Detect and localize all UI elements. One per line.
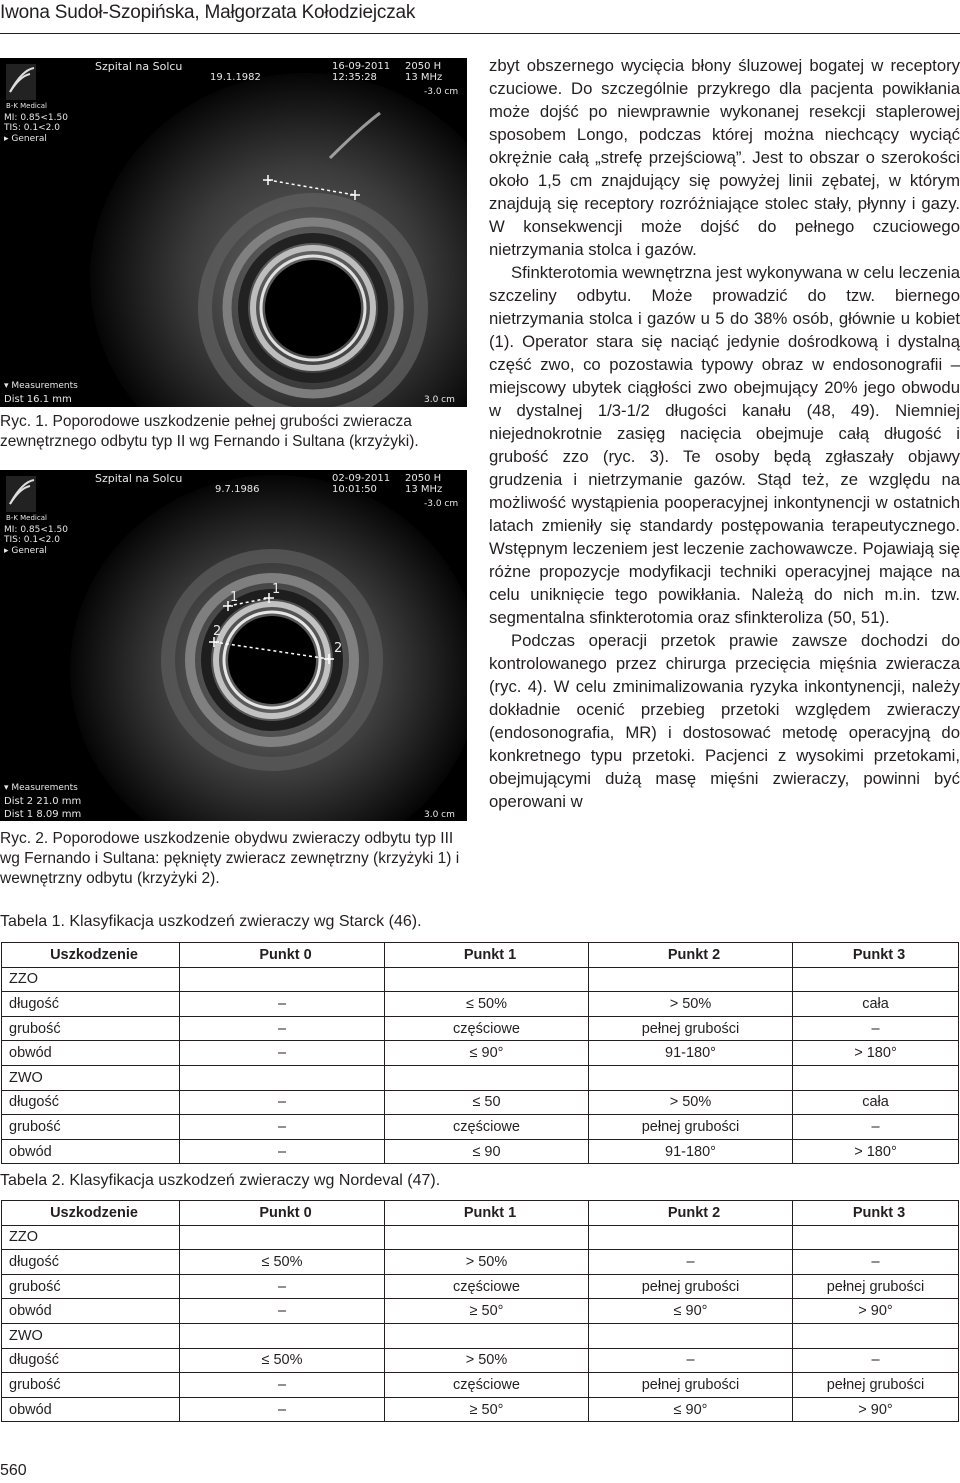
table-cell: pełnej grubości (589, 1115, 793, 1140)
probe-frequency: 13 MHz (405, 484, 443, 495)
row-label-cell: grubość (2, 1373, 180, 1398)
table-cell (793, 1225, 959, 1250)
probe-model: 2050 H (405, 473, 442, 484)
page-number: 560 (0, 1462, 27, 1479)
table-cell (385, 1065, 589, 1090)
paragraph: zbyt obszernego wycięcia błony śluzowej bogatej w receptory czuciowe. Do szczególnie przykrego dla pacjenta powikłania może dojść po niewprawnie wykonanej resekcji staplerowej sposobem Longo, podczas której można niechcący wyciąć okrężnie całą „strefę przejściową”. Jest to obszar o szerokości około 1,5 cm znajdujący się powyżej linii zębatej, w którym znajdują się receptory rozróżniające stolec stały, płynny i gazy. W konsekwencji może dojść do pełnego czuciowego nietrzymania stolca i gazów. (489, 56, 960, 259)
column-header: Punkt 2 (589, 943, 793, 968)
table-cell: – (589, 1250, 793, 1275)
paragraph: Podczas operacji przetok prawie zawsze dochodzi do kontrolowanego przez chirurga przecięcia mięśnia zwieracza (ryc. 4). W celu zminimalizowania ryzyka inkontynencji, należy dokładnie ocenić przebieg przetoki względem zwieraczy (endosonografia, MR) i dostosować metodę operacyjną do konkretnego typu przetoki. Pacjenci z wysokimi przetokami, obejmującymi dużą masę mięśni zwieraczy, powinni być operowani w (489, 631, 960, 811)
table-cell: pełnej grubości (589, 1373, 793, 1398)
column-header: Uszkodzenie (2, 943, 180, 968)
marker-2-label: 2 (334, 641, 343, 656)
table-cell: pełnej grubości (589, 1274, 793, 1299)
table-cell: > 180° (793, 1139, 959, 1164)
tis-index: TIS: 0.1<2.0 (4, 123, 60, 133)
table-row (2, 1090, 959, 1115)
hospital-label: Szpital na Solcu (95, 60, 183, 73)
table-cell (385, 1225, 589, 1250)
table-cell: – (180, 1373, 385, 1398)
table-cell: ≤ 50% (180, 1250, 385, 1275)
measurements-title: ▾ Measurements (4, 381, 78, 391)
table-cell: częściowe (385, 1373, 589, 1398)
measurement-dist-2: Dist 2 21.0 mm (4, 796, 82, 807)
column-header: Punkt 3 (793, 943, 959, 968)
table-cell: – (180, 1299, 385, 1324)
table-cell: – (589, 1348, 793, 1373)
table-cell: pełnej grubości (589, 1016, 793, 1041)
table-cell: ≤ 50% (385, 992, 589, 1017)
table-cell: > 180° (793, 1041, 959, 1066)
table-row (2, 1115, 959, 1140)
table-header-row (2, 1201, 959, 1226)
exam-date: 16-09-2011 (332, 61, 391, 72)
table-cell: > 90° (793, 1299, 959, 1324)
table-cell (589, 967, 793, 992)
figure-2-caption: Ryc. 2. Poporodowe uszkodzenie obydwu zwieraczy odbytu typ III wg Fernando i Sultana: pęknięty zwieracz zewnętrzny (krzyżyki 1) i wewnętrzny odbytu (krzyżyki 2). (0, 830, 460, 887)
exam-time: 12:35:28 (332, 72, 377, 83)
table-cell (385, 1323, 589, 1348)
measurement-dist-1: Dist 1 8.09 mm (4, 809, 82, 820)
column-header: Punkt 1 (385, 1201, 589, 1226)
table-cell: 91-180° (589, 1139, 793, 1164)
table-row (2, 1397, 959, 1422)
ultrasound-image-1 (0, 58, 467, 407)
table-cell: ≤ 50 (385, 1090, 589, 1115)
table-row (2, 1299, 959, 1324)
depth-top: -3.0 cm (424, 87, 459, 97)
running-header: Iwona Sudoł-Szopińska, Małgorzata Kołodziejczak (0, 2, 416, 23)
table-cell (385, 967, 589, 992)
table-cell: – (180, 1016, 385, 1041)
table-cell (589, 1225, 793, 1250)
table-cell: ≤ 90° (589, 1397, 793, 1422)
table-cell: – (180, 1041, 385, 1066)
marker-1-label: 1 (272, 582, 281, 597)
table-cell: > 90° (793, 1397, 959, 1422)
column-header: Punkt 3 (793, 1201, 959, 1226)
row-label-cell: obwód (2, 1139, 180, 1164)
table-cell (793, 1065, 959, 1090)
table-cell (793, 967, 959, 992)
table-row (2, 1041, 959, 1066)
table-row (2, 967, 959, 992)
row-label-cell: długość (2, 1090, 180, 1115)
probe-logo-icon (6, 476, 36, 512)
table-row (2, 1139, 959, 1164)
table-row (2, 1016, 959, 1041)
exam-date: 02-09-2011 (332, 473, 391, 484)
exam-time: 10:01:50 (332, 484, 377, 495)
row-label-cell: ZZO (2, 967, 180, 992)
probe-model: 2050 H (405, 61, 442, 72)
marker-1-label: 1 (230, 590, 239, 605)
table-cell (589, 1323, 793, 1348)
table-cell: ≤ 90 (385, 1139, 589, 1164)
column-header: Uszkodzenie (2, 1201, 180, 1226)
row-label-cell: ZWO (2, 1323, 180, 1348)
column-header: Punkt 2 (589, 1201, 793, 1226)
table-cell: pełnej grubości (793, 1373, 959, 1398)
table-cell: ≤ 90° (589, 1299, 793, 1324)
table-cell: – (180, 992, 385, 1017)
probe-lumen (265, 260, 361, 356)
table-cell: – (793, 1348, 959, 1373)
table-cell: częściowe (385, 1274, 589, 1299)
table-row (2, 1323, 959, 1348)
table-row (2, 1348, 959, 1373)
measurements-title: ▾ Measurements (4, 783, 78, 793)
table-cell: – (793, 1115, 959, 1140)
table-row (2, 1225, 959, 1250)
table-cell (793, 1323, 959, 1348)
table-cell: cała (793, 1090, 959, 1115)
probe-frequency: 13 MHz (405, 72, 443, 83)
patient-birth: 9.7.1986 (215, 484, 260, 495)
table-cell: ≤ 50% (180, 1348, 385, 1373)
table-row (2, 1065, 959, 1090)
row-label-cell: grubość (2, 1115, 180, 1140)
figure-1-caption: Ryc. 1. Poporodowe uszkodzenie pełnej grubości zwieracza zewnętrznego odbytu typ II wg Fernando i Sultana (krzyżyki). (0, 413, 419, 450)
table-2-title: Tabela 2. Klasyfikacja uszkodzeń zwieraczy wg Nordeval (47). (0, 1172, 441, 1189)
table-cell: ≥ 50° (385, 1299, 589, 1324)
body-text-column (489, 54, 960, 813)
ultrasound-image-2 (0, 470, 467, 821)
marker-2-label: 2 (213, 624, 222, 639)
column-header: Punkt 0 (180, 943, 385, 968)
table-row (2, 1373, 959, 1398)
probe-logo-icon (6, 64, 36, 100)
table-cell: cała (793, 992, 959, 1017)
row-label-cell: obwód (2, 1041, 180, 1066)
table-cell: częściowe (385, 1016, 589, 1041)
row-label-cell: ZWO (2, 1065, 180, 1090)
table-header-row (2, 943, 959, 968)
table-cell: pełnej grubości (793, 1274, 959, 1299)
row-label-cell: długość (2, 1250, 180, 1275)
table-cell: – (180, 1397, 385, 1422)
table-cell (589, 1065, 793, 1090)
table-cell: > 50% (385, 1348, 589, 1373)
table-cell: > 50% (589, 992, 793, 1017)
mi-index: MI: 0.85<1.50 (4, 525, 68, 535)
table-cell: częściowe (385, 1115, 589, 1140)
table-cell: – (180, 1090, 385, 1115)
paragraph: Sfinkterotomia wewnętrzna jest wykonywana w celu leczenia szczeliny odbytu. Może prowadzić do tzw. biernego nietrzymania stolca i gazów u 5 do 38% osób, głównie u kobiet (1). Operator stara się naciąć jedynie dośrodkową i dystalną część zwo, co pozostawia typowy obraz w endosonografii – miejscowy ubytek ciągłości zwo obejmujący 20% jego obwodu w dystalnej 1/3-1/2 długości kanału (48, 49). Niemniej niejednokrotnie zasięg nacięcia obejmuje całą długość i grubość zzo (ryc. 3). Te osoby będą zgłaszały objawy grudzenia i nietrzymanie gazów. Stąd też, ze względu na możliwość wystąpienia pooperacyjnej inkontynencji w ostatnich latach zmieniły się standardy postępowania terapeutycznego. Wstępnym leczeniem jest leczenie zachowawcze. Pojawiają się różne propozycje modyfikacji techniki operacyjnej mające na celu uniknięcie tego powikłania. Należą do nich m.in. tzw. segmentalna sfinkterotomia oraz sfinkteroliza (50, 51). (489, 263, 960, 627)
preset-label: ▸ General (4, 134, 47, 144)
preset-label: ▸ General (4, 546, 47, 556)
table-2 (1, 1200, 959, 1422)
depth-bottom: 3.0 cm (424, 810, 455, 820)
table-cell: – (180, 1139, 385, 1164)
table-row (2, 1250, 959, 1275)
row-label-cell: długość (2, 1348, 180, 1373)
patient-birth: 19.1.1982 (210, 72, 261, 83)
table-1 (1, 942, 959, 1164)
table-cell: 91-180° (589, 1041, 793, 1066)
table-row (2, 992, 959, 1017)
table-cell: ≥ 50° (385, 1397, 589, 1422)
table-cell (180, 1225, 385, 1250)
table-cell: – (180, 1115, 385, 1140)
row-label-cell: obwód (2, 1299, 180, 1324)
table-cell (180, 1065, 385, 1090)
table-cell (180, 1323, 385, 1348)
row-label-cell: grubość (2, 1274, 180, 1299)
header-rule (0, 33, 960, 34)
row-label-cell: długość (2, 992, 180, 1017)
table-1-title: Tabela 1. Klasyfikacja uszkodzeń zwieraczy wg Starck (46). (0, 913, 422, 930)
tis-index: TIS: 0.1<2.0 (4, 535, 60, 545)
depth-bottom: 3.0 cm (424, 395, 455, 405)
depth-top: -3.0 cm (424, 499, 459, 509)
brand-label: B-K Medical (6, 102, 47, 110)
column-header: Punkt 0 (180, 1201, 385, 1226)
table-cell: – (180, 1274, 385, 1299)
probe-lumen (228, 616, 316, 704)
row-label-cell: grubość (2, 1016, 180, 1041)
column-header: Punkt 1 (385, 943, 589, 968)
table-cell: – (793, 1016, 959, 1041)
hospital-label: Szpital na Solcu (95, 472, 183, 485)
row-label-cell: ZZO (2, 1225, 180, 1250)
table-cell: – (793, 1250, 959, 1275)
table-cell: ≤ 90° (385, 1041, 589, 1066)
table-cell: > 50% (385, 1250, 589, 1275)
measurement-dist: Dist 16.1 mm (4, 394, 72, 405)
mi-index: MI: 0.85<1.50 (4, 113, 68, 123)
table-cell (180, 967, 385, 992)
row-label-cell: obwód (2, 1397, 180, 1422)
table-row (2, 1274, 959, 1299)
brand-label: B-K Medical (6, 514, 47, 522)
table-cell: > 50% (589, 1090, 793, 1115)
